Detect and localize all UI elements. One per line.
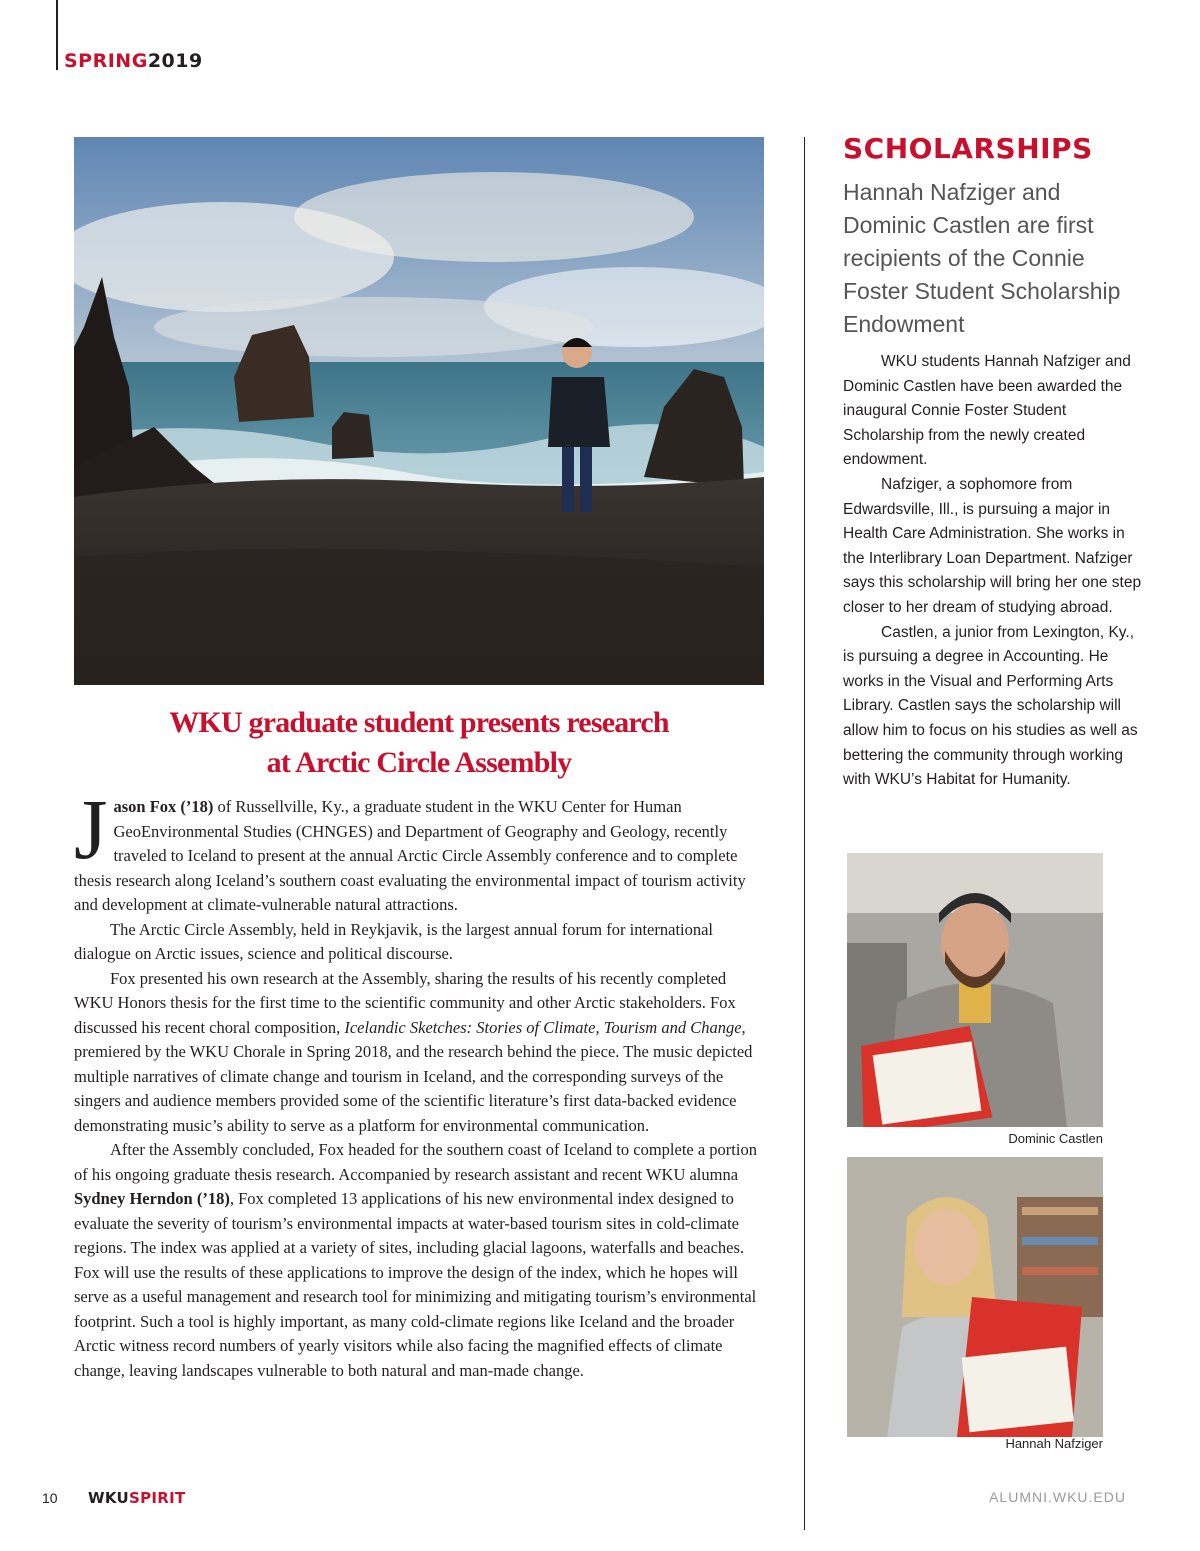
castlen-caption: Dominic Castlen bbox=[1008, 1131, 1103, 1146]
castlen-photo bbox=[847, 853, 1103, 1127]
page-number: 10 bbox=[42, 1490, 58, 1506]
assistant-name: Sydney Herndon (’18) bbox=[74, 1189, 230, 1208]
issue-season: SPRING bbox=[64, 50, 148, 72]
header-rule bbox=[56, 0, 58, 70]
article-paragraph-1-text: of Russellville, Ky., a graduate student in the WKU Center for Human GeoEnvironmental Studies (CHNGES) and Department of Geography and Geology, recently traveled to Iceland to present at the annual Arctic Circle Assembly conference and to complete thesis research along Iceland’s southern coast evaluating the environmental impact of tourism activity and development at climate-vulnerable natural attractions. bbox=[74, 797, 746, 914]
column-divider bbox=[804, 137, 805, 1530]
scholarship-paragraph-2: Nafziger, a sophomore from Edwardsville, Ill., is pursuing a major in Health Care Administration. She works in the Interlibrary Loan Department. Nafziger says this scholarship will bring her one step closer to her dream of studying abroad. bbox=[843, 475, 1142, 616]
scholarship-paragraph-3: Castlen, a junior from Lexington, Ky., is pursuing a degree in Accounting. He works in the Visual and Performing Arts Library. Castlen says the scholarship will allow him to focus on his studies as well as bettering the community through working with WKU’s Habitat for Humanity. bbox=[843, 623, 1138, 789]
article-paragraph-1 bbox=[74, 781, 766, 918]
article-body bbox=[74, 781, 766, 1383]
article-paragraph-4-text-a: After the Assembly concluded, Fox headed for the southern coast of Iceland to complete a portion of his ongoing graduate thesis research. Accompanied by research assistant and recent WKU alumna bbox=[74, 1140, 757, 1184]
issue-label bbox=[64, 50, 203, 72]
article-subject-name: ason Fox (’18) bbox=[113, 797, 214, 816]
article-paragraph-4 bbox=[74, 1138, 766, 1383]
scholarship-deck: Hannah Nafziger and Dominic Castlen are first recipients of the Connie Foster Student Scholarship Endowment bbox=[843, 179, 1121, 337]
section-title: SCHOLARSHIPS bbox=[843, 132, 1093, 165]
nafziger-photo bbox=[847, 1157, 1103, 1437]
article-paragraph-3 bbox=[74, 967, 766, 1139]
article-paragraph-3-text-a: Fox presented his own research at the Assembly, sharing the results of his recently completed WKU Honors thesis for the first time to the scientific community and other Arctic stakeholders. Fox discussed his recent choral composition, bbox=[74, 968, 736, 1037]
scholarship-paragraph-1: WKU students Hannah Nafziger and Dominic Castlen have been awarded the inaugural Connie Foster Student Scholarship from the newly created endowment. bbox=[843, 353, 1131, 469]
article-paragraph-3-text-b: , premiered by the WKU Chorale in Spring 2018, and the research behind the piece. The music depicted multiple narratives of climate change and tourism in Iceland, and the corresponding surveys of the singers and audience members provided some of the scientific literature’s first data-backed evidence demonstrating music’s ability to serve as a platform for environmental communication. bbox=[74, 1017, 753, 1135]
scholarship-body bbox=[843, 350, 1143, 793]
headline-line-2: at Arctic Circle Assembly bbox=[266, 746, 572, 779]
iceland-coast-photo bbox=[74, 137, 764, 685]
magazine-name-spirit: SPIRIT bbox=[129, 1489, 186, 1507]
article-paragraph-4-text-b: , Fox completed 13 applications of his new environmental index designed to evaluate the severity of tourism’s environmental impacts at water-based tourism sites in cold-climate regions. The index was applied at a variety of sites, including glacial lagoons, waterfalls and beaches. Fox will use the results of these applications to improve the design of the index, which he hopes will serve as a useful management and research tool for minimizing and mitigating tourism’s environmental footprint. Such a tool is highly important, as many cold-climate regions like Iceland and the broader Arctic witness record numbers of yearly visitors while also facing the magnified effects of climate change, leaving landscapes vulnerable to both natural and man-made change. bbox=[74, 1189, 757, 1380]
composition-title: Icelandic Sketches: Stories of Climate, Tourism and Change bbox=[344, 1017, 742, 1037]
article-headline bbox=[74, 703, 764, 783]
issue-year: 2019 bbox=[147, 50, 203, 72]
article-paragraph-2: The Arctic Circle Assembly, held in Reykjavik, is the largest annual forum for international dialogue on Arctic issues, science and political discourse. bbox=[74, 919, 714, 963]
site-url: ALUMNI.WKU.EDU bbox=[989, 1489, 1126, 1505]
headline-line-1: WKU graduate student presents research bbox=[169, 706, 669, 739]
drop-cap: J bbox=[74, 781, 108, 877]
magazine-name-wku: WKU bbox=[88, 1489, 129, 1507]
magazine-name bbox=[88, 1489, 186, 1507]
nafziger-caption: Hannah Nafziger bbox=[1005, 1436, 1103, 1451]
